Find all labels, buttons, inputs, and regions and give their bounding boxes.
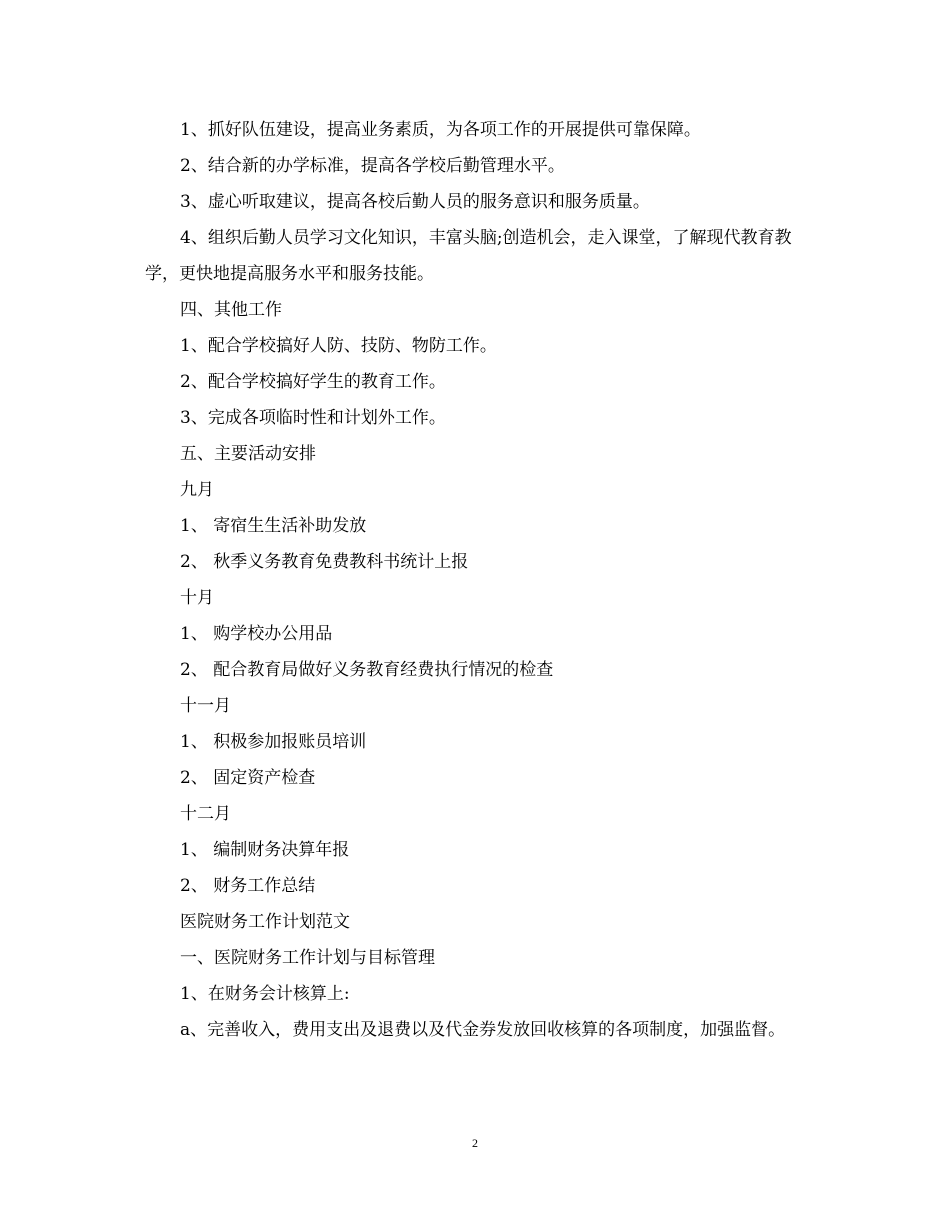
list-item: 1、 积极参加报账员培训 <box>180 732 367 752</box>
document-subtitle: 医院财务工作计划范文 <box>180 912 350 932</box>
paragraph: 2、配合学校搞好学生的教育工作。 <box>180 372 446 392</box>
list-item: 1、 编制财务决算年报 <box>180 840 350 860</box>
paragraph: 1、在财务会计核算上: <box>180 984 350 1004</box>
month-heading: 九月 <box>180 480 214 500</box>
page-number: 2 <box>472 1136 478 1150</box>
paragraph: a、完善收入，费用支出及退费以及代金券发放回收核算的各项制度，加强监督。 <box>180 1020 786 1040</box>
section-heading: 五、主要活动安排 <box>180 444 316 464</box>
list-item: 2、 财务工作总结 <box>180 876 316 896</box>
section-heading: 四、其他工作 <box>180 300 282 320</box>
month-heading: 十一月 <box>180 696 231 716</box>
paragraph: 1、配合学校搞好人防、技防、物防工作。 <box>180 336 497 356</box>
paragraph: 3、虚心听取建议，提高各校后勤人员的服务意识和服务质量。 <box>180 192 650 212</box>
list-item: 2、 配合教育局做好义务教育经费执行情况的检查 <box>180 660 554 680</box>
month-heading: 十月 <box>180 588 214 608</box>
paragraph: 4、组织后勤人员学习文化知识，丰富头脑;创造机会，走入课堂，了解现代教育教学，更快地提高服务水平和服务技能。 <box>145 228 792 284</box>
paragraph: 2、结合新的办学标准，提高各学校后勤管理水平。 <box>180 156 565 176</box>
month-heading: 十二月 <box>180 804 231 824</box>
list-item: 2、 固定资产检查 <box>180 768 316 788</box>
list-item: 1、 购学校办公用品 <box>180 624 333 644</box>
list-item: 1、 寄宿生生活补助发放 <box>180 516 367 536</box>
paragraph: 3、完成各项临时性和计划外工作。 <box>180 408 446 428</box>
section-heading: 一、医院财务工作计划与目标管理 <box>180 948 435 968</box>
list-item: 2、 秋季义务教育免费教科书统计上报 <box>180 552 469 572</box>
paragraph: 1、抓好队伍建设，提高业务素质，为各项工作的开展提供可靠保障。 <box>180 120 701 140</box>
